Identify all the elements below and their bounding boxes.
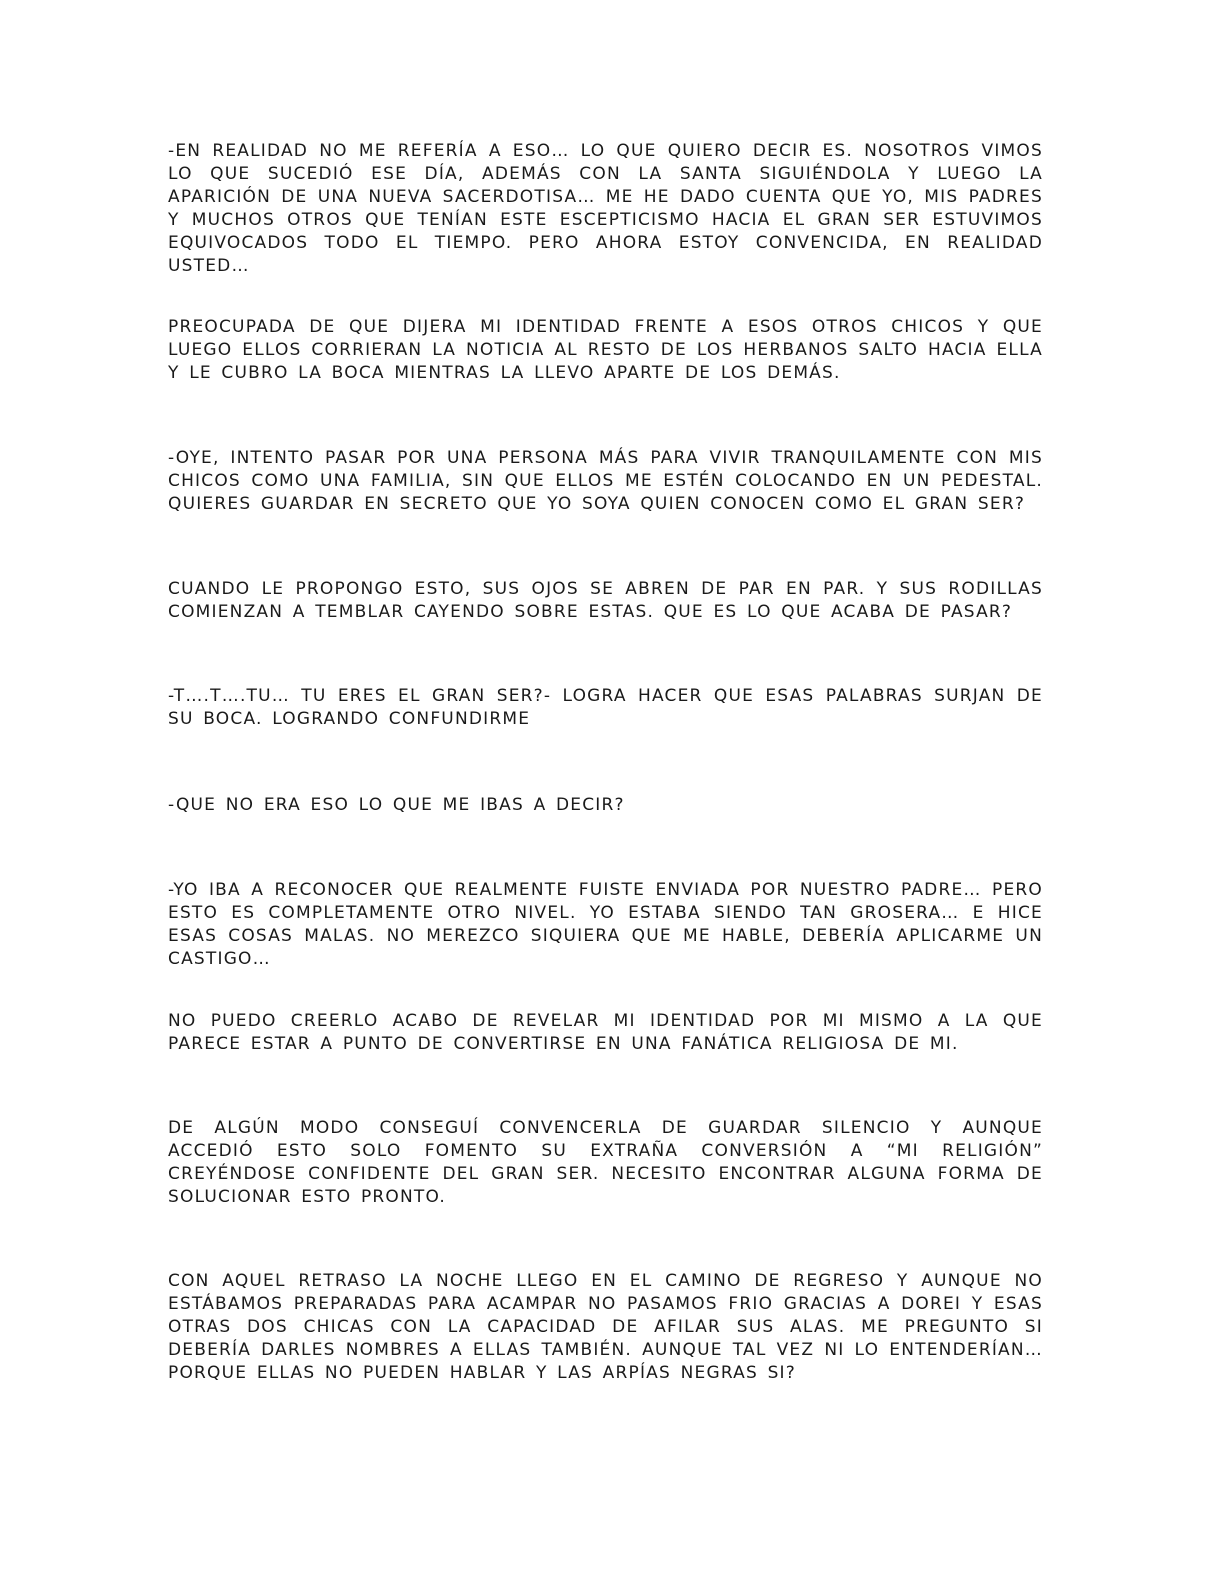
- paragraph-narration-night-camp: CON AQUEL RETRASO LA NOCHE LLEGO EN EL CAMINO DE REGRESO Y AUNQUE NO ESTÁBAMOS PREPARADAS PARA ACAMPAR NO PASAMOS FRIO GRACIAS A DOREI Y ESAS OTRAS DOS CHICAS CON LA CAPACIDAD DE AFILAR SUS ALAS. ME PREGUNTO SI DEBERÍA DARLES NOMBRES A ELLAS TAMBIÉN. AUNQUE TAL VEZ NI LO ENTENDERÍAN… PORQUE ELLAS NO PUEDEN HABLAR Y LAS ARPÍAS NEGRAS SI?: [168, 1271, 1043, 1383]
- paragraph-dialogue-apology: -YO IBA A RECONOCER QUE REALMENTE FUISTE ENVIADA POR NUESTRO PADRE… PERO ESTO ES COMPLETAMENTE OTRO NIVEL. YO ESTABA SIENDO TAN GROSERA… E HICE ESAS COSAS MALAS. NO MEREZCO SIQUIERA QUE ME HABLE, DEBERÍA APLICARME UN CASTIGO…: [168, 880, 1043, 969]
- paragraph-narration-revealed-identity: NO PUEDO CREERLO ACABO DE REVELAR MI IDENTIDAD POR MI MISMO A LA QUE PARECE ESTAR A PUNTO DE CONVERTIRSE EN UNA FANÁTICA RELIGIOSA DE MI.: [168, 1011, 1043, 1054]
- paragraph-dialogue-keep-secret: -OYE, INTENTO PASAR POR UNA PERSONA MÁS PARA VIVIR TRANQUILAMENTE CON MIS CHICOS COMO UNA FAMILIA, SIN QUE ELLOS ME ESTÉN COLOCANDO EN UN PEDESTAL. QUIERES GUARDAR EN SECRETO QUE YO SOYA QUIEN CONOCEN COMO EL GRAN SER?: [168, 448, 1043, 514]
- paragraph-dialogue-realization: -EN REALIDAD NO ME REFERÍA A ESO… LO QUE QUIERO DECIR ES. NOSOTROS VIMOS LO QUE SUCEDIÓ ESE DÍA, ADEMÁS CON LA SANTA SIGUIÉNDOLA Y LUEGO LA APARICIÓN DE UNA NUEVA SACERDOTISA… ME HE DADO CUENTA QUE YO, MIS PADRES Y MUCHOS OTROS QUE TENÍAN ESTE ESCEPTICISMO HACIA EL GRAN SER ESTUVIMOS EQUIVOCADOS TODO EL TIEMPO. PERO AHORA ESTOY CONVENCIDA, EN REALIDAD USTED…: [168, 141, 1043, 276]
- paragraph-narration-cover-mouth: PREOCUPADA DE QUE DIJERA MI IDENTIDAD FRENTE A ESOS OTROS CHICOS Y QUE LUEGO ELLOS CORRIERAN LA NOTICIA AL RESTO DE LOS HERBANOS SALTO HACIA ELLA Y LE CUBRO LA BOCA MIENTRAS LA LLEVO APARTE DE LOS DEMÁS.: [168, 317, 1043, 383]
- paragraph-dialogue-question: -QUE NO ERA ESO LO QUE ME IBAS A DECIR?: [168, 795, 625, 815]
- paragraph-narration-knees-tremble: CUANDO LE PROPONGO ESTO, SUS OJOS SE ABREN DE PAR EN PAR. Y SUS RODILLAS COMIENZAN A TEMBLAR CAYENDO SOBRE ESTAS. QUE ES LO QUE ACABA DE PASAR?: [168, 579, 1043, 622]
- paragraph-narration-convinced-silence: DE ALGÚN MODO CONSEGUÍ CONVENCERLA DE GUARDAR SILENCIO Y AUNQUE ACCEDIÓ ESTO SOLO FOMENTO SU EXTRAÑA CONVERSIÓN A “MI RELIGIÓN” CREYÉNDOSE CONFIDENTE DEL GRAN SER. NECESITO ENCONTRAR ALGUNA FORMA DE SOLUCIONAR ESTO PRONTO.: [168, 1118, 1043, 1207]
- paragraph-dialogue-gran-ser: -T….T….TU… TU ERES EL GRAN SER?- LOGRA HACER QUE ESAS PALABRAS SURJAN DE SU BOCA. LOGRANDO CONFUNDIRME: [168, 686, 1043, 729]
